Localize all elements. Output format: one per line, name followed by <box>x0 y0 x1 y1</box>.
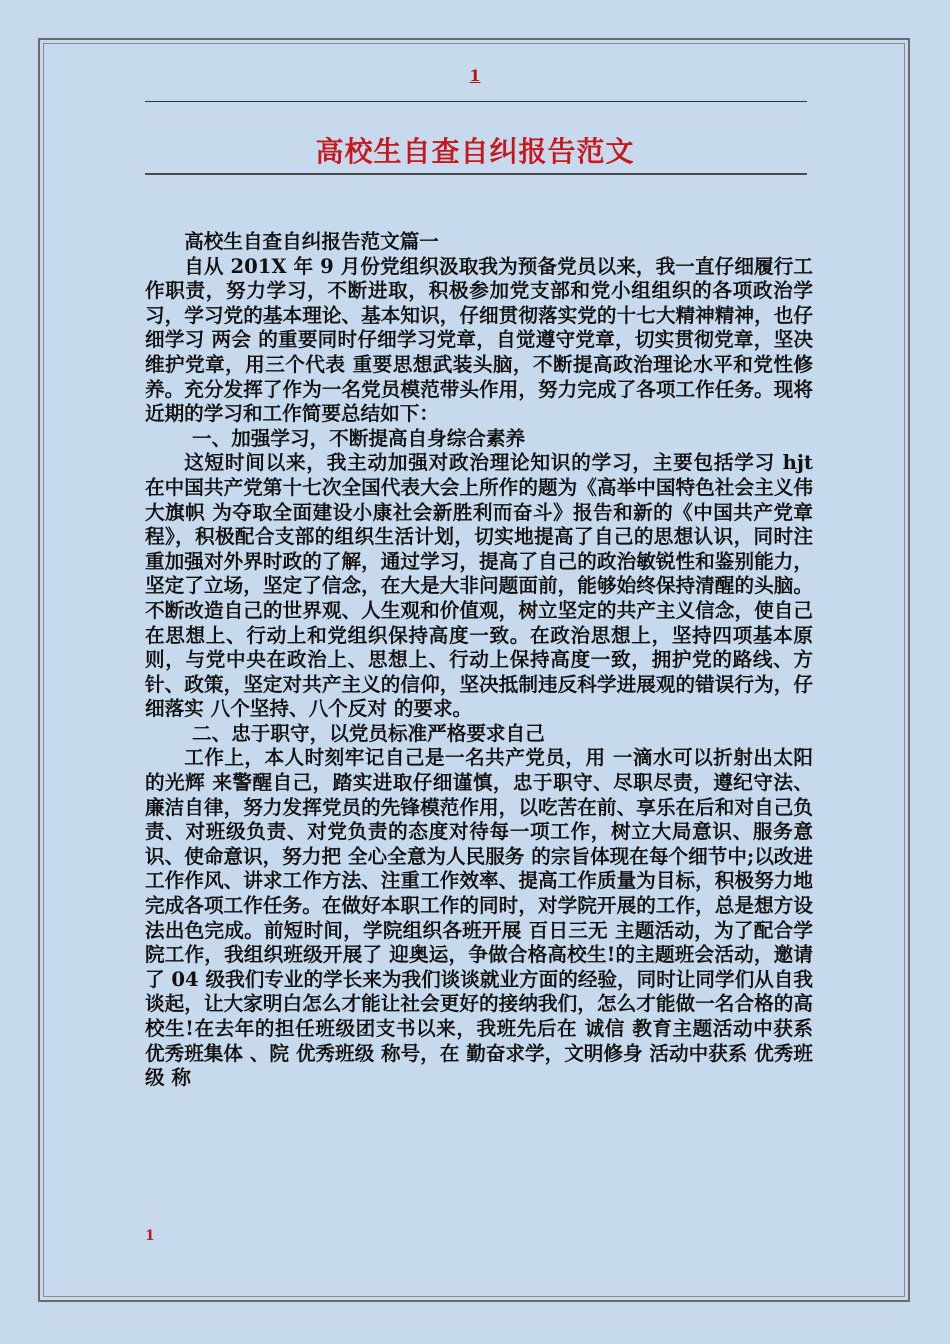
paragraph: 工作上，本人时刻牢记自己是一名共产党员，用 一滴水可以折射出太阳的光辉 来警醒自己，踏实进取仔细谨慎，忠于职守、尽职尽责，遵纪守法、廉洁自律，努力发挥党员的先锋模范作用，以吃苦在前、享乐在后和对自己负责、对班级负责、对党负责的态度对待每一项工作，树立大局意识、服务意识、使命意识，努力把 全心全意为人民服务 的宗旨体现在每个细节中;以改进工作作风、讲求工作方法、注重工作效率、提高工作质量为目标，积极努力地完成各项工作任务。在做好本职工作的同时，对学院开展的工作，总是想方设法出色完成。前短时间，学院组织各班开展 百日三无 主题活动，为了配合学院工作，我组织班级开展了 迎奥运，争做合格高校生!的主题班会活动，邀请了 04 级我们专业的学长来为我们谈谈就业方面的经验，同时让同学们从自我谈起，让大家明白怎么才能让社会更好的接纳我们，怎么才能做一名合格的高校生!在去年的担任班级团支书以来，我班先后在 诚信 教育主题活动中获系 优秀班集体 、院 优秀班级 称号，在 勤奋求学，文明修身 活动中获系 优秀班级 称 <box>145 746 813 1090</box>
title-divider <box>145 173 807 175</box>
header-divider <box>145 101 807 102</box>
paragraph: 自从 201X 年 9 月份党组织汲取我为预备党员以来，我一直仔细履行工作职责，努力学习，不断进取，积极参加党支部和党小组组织的各项政治学习，学习党的基本理论、基本知识，仔细贯彻落实党的十七大精神精神，也仔细学习 两会 的重要同时仔细学习党章，自觉遵守党章，切实贯彻党章，坚决维护党章，用三个代表 重要思想武装头脑，不断提高政治理论水平和党性修养。充分发挥了作为一名党员模范带头作用，努力完成了各项工作任务。现将近期的学习和工作简要总结如下： <box>145 254 813 426</box>
header-page-number: 1 <box>469 66 481 85</box>
document-title: 高校生自查自纠报告范文 <box>315 135 635 168</box>
section-heading: 一、加强学习，不断提高自身综合素养 <box>192 426 526 450</box>
paragraph: 这短时间以来，我主动加强对政治理论知识的学习，主要包括学习 hjt 在中国共产党第十七次全国代表大会上所作的题为《高举中国特色社会主义伟大旗帜 为夺取全面建设小康社会新胜利而奋斗》报告和新的《中国共产党章程》，积极配合支部的组织生活计划，切实地提高了自己的思想认识，同时注重加强对外界时政的了解，通过学习，提高了自己的政治敏锐性和鉴别能力，坚定了立场，坚定了信念，在大是大非问题面前，能够始终保持清醒的头脑。不断改造自己的世界观、人生观和价值观，树立坚定的共产主义信念，使自己在思想上、行动上和党组织保持高度一致。在政治思想上，坚持四项基本原则，与党中央在政治上、思想上、行动上保持高度一致，拥护党的路线、方针、政策，坚定对共产主义的信仰，坚决抵制违反科学进展观的错误行为，仔细落实 八个坚持、八个反对 的要求。 <box>145 451 813 721</box>
section-heading: 二、忠于职守，以党员标准严格要求自己 <box>192 721 545 745</box>
footer-page-number: 1 <box>145 1228 155 1244</box>
section-heading: 高校生自查自纠报告范文篇一 <box>184 230 439 253</box>
document-body <box>145 230 813 1091</box>
